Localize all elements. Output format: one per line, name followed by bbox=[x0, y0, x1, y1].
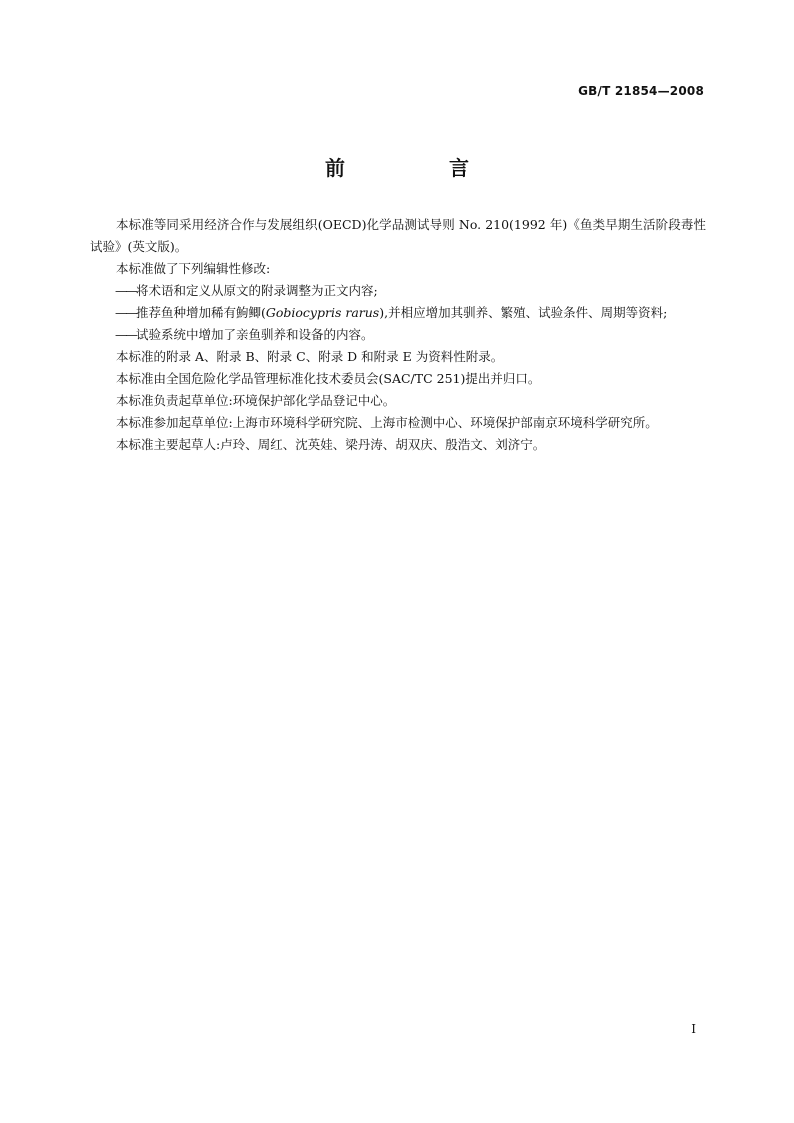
list-item-text: ),并相应增加其驯养、繁殖、试验条件、周期等资料; bbox=[379, 305, 668, 320]
page-title: 前 言 bbox=[325, 156, 511, 180]
list-item-text: 试验系统中增加了亲鱼驯养和设备的内容。 bbox=[136, 327, 374, 342]
foreword-body bbox=[90, 214, 706, 456]
list-item-text: 将术语和定义从原文的附录调整为正文内容; bbox=[136, 283, 378, 298]
paragraph-lead-drafter: 本标准负责起草单位:环境保护部化学品登记中心。 bbox=[116, 393, 396, 408]
paragraph-participating-drafters: 本标准参加起草单位:上海市环境科学研究院、上海市检测中心、环境保护部南京环境科学研究所。 bbox=[116, 415, 658, 430]
paragraph-modifications-intro: 本标准做了下列编辑性修改: bbox=[116, 261, 271, 276]
paragraph-main-drafters: 本标准主要起草人:卢玲、周红、沈英娃、梁丹涛、胡双庆、殷浩文、刘济宁。 bbox=[116, 437, 546, 452]
dash-marker: —— bbox=[115, 305, 136, 320]
dash-marker: —— bbox=[115, 283, 136, 298]
list-item-text: 推荐鱼种增加稀有鮈鲫( bbox=[136, 305, 266, 320]
dash-marker: —— bbox=[115, 327, 136, 342]
paragraph-annexes: 本标准的附录 A、附录 B、附录 C、附录 D 和附录 E 为资料性附录。 bbox=[116, 349, 504, 364]
paragraph-committee: 本标准由全国危险化学品管理标准化技术委员会(SAC/TC 251)提出并归口。 bbox=[116, 371, 541, 386]
list-item bbox=[90, 324, 706, 346]
latin-species-name: Gobiocypris rarus bbox=[265, 305, 380, 320]
list-item bbox=[90, 280, 706, 302]
list-item bbox=[90, 302, 706, 324]
standard-code: GB/T 21854—2008 bbox=[578, 84, 704, 98]
page-number: I bbox=[691, 1022, 696, 1036]
paragraph-adoption: 本标准等同采用经济合作与发展组织(OECD)化学品测试导则 No. 210(1992 年)《鱼类早期生活阶段毒性试验》(英文版)。 bbox=[90, 217, 706, 254]
